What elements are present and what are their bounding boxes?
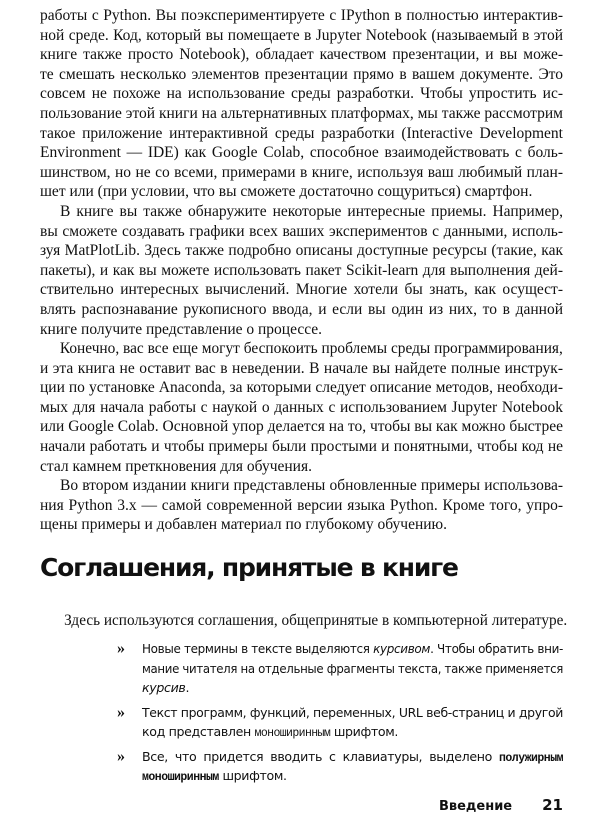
page-footer	[439, 796, 563, 814]
list-item-line	[142, 722, 563, 742]
bullet-marker-icon: »	[117, 747, 125, 765]
styled-text-mono: моноширинным	[254, 727, 331, 740]
styled-text-it: курсив	[142, 680, 186, 695]
bullet-marker-icon: »	[117, 640, 125, 657]
styled-text-bmono: моноширинным	[142, 771, 219, 784]
text-line: работы с Python. Вы поэкспериментируете с IPython в полностью интерактив-	[40, 7, 563, 24]
bullet-marker-icon: »	[117, 703, 125, 721]
text-segment: шрифтом.	[218, 768, 287, 783]
text-line: Конечно, вас все еще могут беспокоить проблемы среды программирования,	[59, 340, 563, 358]
text-line: ствительно интересных вычислений. Многие хотели бы знать, как осущест-	[40, 281, 563, 299]
list-item	[117, 639, 563, 698]
list-item	[117, 747, 563, 786]
text-line: стал камнем преткновения для обучения.	[40, 457, 312, 475]
text-line: ции по установке Anaconda, за которыми следует описание методов, необходи-	[40, 379, 563, 397]
text-line: мых для начала работы с наукой о данных с использованием Jupyter Notebook	[40, 398, 563, 416]
text-line: или Google Colab. Основной упор делается на то, чтобы вы как можно быстрее	[40, 418, 563, 436]
text-line: Во втором издании книги представлены обновленные примеры использова-	[60, 477, 563, 495]
paragraph	[40, 202, 563, 339]
list-item-line	[142, 659, 563, 679]
text-line: щены примеры и добавлен материал по глубокому обучению.	[40, 516, 447, 534]
text-line: начали работать и чтобы примеры были простыми и понятными, чтобы код не	[40, 438, 563, 456]
list-item-line	[142, 703, 563, 723]
text-line: шинством, но не со всеми, примерами в книге, используя ваш любимый план-	[40, 163, 563, 181]
text-line: книге также просто Notebook), обладает качеством презентации, и вы може-	[40, 46, 563, 64]
chapter-title: Введение	[438, 799, 513, 814]
text-line: книге получите представление о процессе.	[40, 320, 323, 338]
list-item-line	[142, 678, 563, 698]
text-line: и эта книга не оставит вас в неведении. В начале вы найдете полные инструк-	[40, 359, 563, 377]
body-text	[40, 6, 563, 535]
styled-text-it: курсивом	[373, 641, 431, 656]
section-intro: Здесь используются соглашения, общепринятые в компьютерной литературе.	[64, 612, 568, 629]
text-line: совсем не похоже на использование среды разработки. Чтобы упростить ис-	[40, 85, 563, 103]
list-item	[117, 703, 563, 742]
text-line: влять распознавание рукописного ввода, и если вы один из них, то в данной	[40, 300, 563, 318]
text-segment: Все, что придется вводить с клавиатуры, выделено	[142, 748, 499, 764]
section-heading: Соглашения, принятые в книге	[40, 553, 458, 582]
list-item-line	[142, 766, 563, 786]
text-line: ния Python 3.x — самой современной версии языка Python. Кроме того, упро-	[40, 496, 563, 514]
text-line: те смешать несколько элементов презентации прямо в вашем документе. Это	[40, 65, 563, 83]
styled-text-bmono: полужирным	[498, 751, 563, 765]
page-number: 21	[542, 796, 563, 814]
paragraph	[40, 476, 563, 535]
text-line: пользование этой книги на альтернативных платформах, мы также рассмотрим	[40, 104, 563, 122]
text-segment: Новые термины в тексте выделяются	[142, 641, 374, 656]
text-line: В книге вы также обнаружите некоторые интересные приемы. Например,	[60, 202, 563, 220]
text-line: шет или (при условии, что вы сможете достаточно сощуриться) смартфон.	[40, 183, 533, 201]
text-segment: Текст программ, функций, переменных, URL веб-страниц и другой	[142, 704, 563, 720]
text-line: вы сможете создавать графики всех ваших экспериментов с данными, исполь-	[40, 222, 563, 240]
text-line: Environment — IDE) как Google Colab, способное взаимодействовать с боль-	[40, 144, 563, 162]
text-line: ной среде. Код, который вы помещаете в Jupyter Notebook (называемый в этой	[40, 26, 563, 44]
list-item-line	[142, 639, 563, 659]
paragraph	[40, 6, 563, 202]
text-line: пакеты), и как вы можете использовать пакет Scikit-learn для выполнения дей-	[40, 261, 563, 279]
text-segment: шрифтом.	[330, 724, 399, 739]
text-line: такое приложение интерактивной среды разработки (Interactive Development	[40, 124, 563, 142]
text-line: зуя MatPlotLib. Здесь также подробно описаны доступные ресурсы (такие, как	[40, 242, 563, 260]
text-segment: мание читателя на отдельные фрагменты текста, также применяется	[142, 660, 563, 676]
conventions-list	[117, 639, 563, 791]
text-segment: . Чтобы обратить вни-	[430, 641, 563, 656]
paragraph	[40, 339, 563, 476]
text-segment: код представлен	[142, 724, 255, 739]
text-segment: .	[185, 680, 190, 695]
list-item-line	[142, 747, 563, 767]
